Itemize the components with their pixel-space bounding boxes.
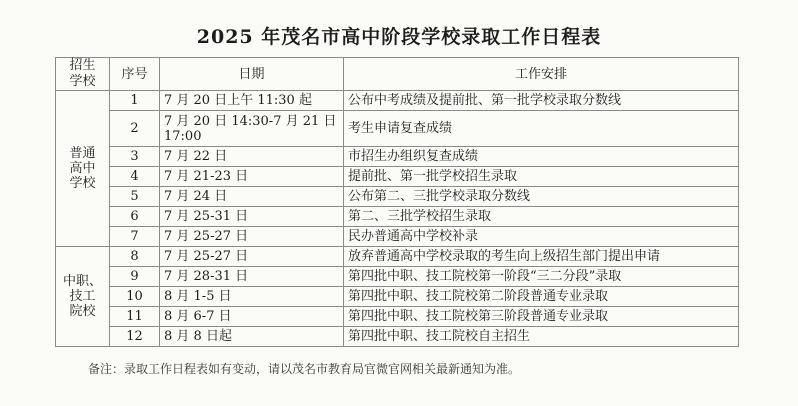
row-num: 3 (110, 147, 160, 167)
header-group-label: 招生 学校 (69, 58, 96, 89)
row-task: 考生申请复查成绩 (344, 111, 739, 147)
table-row (56, 307, 739, 327)
row-task: 民办普通高中学校补录 (344, 227, 739, 247)
table-row (56, 111, 739, 147)
row-num: 4 (110, 167, 160, 187)
row-date: 7 月 20 日 14:30-7 月 21 日 17:00 (160, 111, 344, 147)
row-date: 8 月 8 日起 (160, 327, 344, 347)
row-num: 11 (110, 307, 160, 327)
row-task: 放弃普通高中学校录取的考生向上级招生部门提出申请 (344, 247, 739, 267)
header-num: 序号 (110, 58, 160, 91)
row-date: 8 月 1-5 日 (160, 287, 344, 307)
row-date: 7 月 28-31 日 (160, 267, 344, 287)
footnote: 备注：录取工作日程表如有变动，请以茂名市教育局官微官网相关最新通知为准。 (88, 362, 521, 376)
table-row (56, 267, 739, 287)
table-row (56, 187, 739, 207)
row-date: 7 月 25-27 日 (160, 227, 344, 247)
row-num: 9 (110, 267, 160, 287)
row-task: 第四批中职、技工院校第一阶段“三二分段”录取 (344, 267, 739, 287)
row-num: 8 (110, 247, 160, 267)
row-task: 公布第二、三批学校录取分数线 (344, 187, 739, 207)
header-task: 工作安排 (344, 58, 739, 91)
row-task: 公布中考成绩及提前批、第一批学校录取分数线 (344, 91, 739, 111)
table-row (56, 91, 739, 111)
group-label: 普通 高中 学校 (69, 146, 96, 191)
row-num: 5 (110, 187, 160, 207)
page-title: 2025 年茂名市高中阶段学校录取工作日程表 (196, 26, 602, 48)
schedule-table (55, 57, 739, 347)
table-row (56, 287, 739, 307)
header-date: 日期 (160, 58, 344, 91)
table-row (56, 167, 739, 187)
row-num: 12 (110, 327, 160, 347)
row-num: 2 (110, 111, 160, 147)
table-row (56, 207, 739, 227)
row-num: 7 (110, 227, 160, 247)
table-row (56, 327, 739, 347)
row-date: 7 月 25-31 日 (160, 207, 344, 227)
row-task: 第二、三批学校招生录取 (344, 207, 739, 227)
row-task: 市招生办组织复查成绩 (344, 147, 739, 167)
header-group (56, 58, 110, 91)
row-task: 提前批、第一批学校招生录取 (344, 167, 739, 187)
table-row (56, 227, 739, 247)
row-num: 6 (110, 207, 160, 227)
row-date: 7 月 25-27 日 (160, 247, 344, 267)
row-num: 10 (110, 287, 160, 307)
row-num: 1 (110, 91, 160, 111)
row-task: 第四批中职、技工院校第三阶段普通专业录取 (344, 307, 739, 327)
table-row (56, 147, 739, 167)
group-label: 中职、 技工 院校 (62, 274, 102, 319)
row-date: 7 月 22 日 (160, 147, 344, 167)
table-row (56, 247, 739, 267)
row-task: 第四批中职、技工院校第二阶段普通专业录取 (344, 287, 739, 307)
group-cell-general-high-school (56, 91, 110, 247)
group-cell-vocational (56, 247, 110, 347)
row-date: 7 月 21-23 日 (160, 167, 344, 187)
row-date: 7 月 24 日 (160, 187, 344, 207)
row-task: 第四批中职、技工院校自主招生 (344, 327, 739, 347)
table-header-row (56, 58, 739, 91)
row-date: 8 月 6-7 日 (160, 307, 344, 327)
row-date: 7 月 20 日上午 11:30 起 (160, 91, 344, 111)
